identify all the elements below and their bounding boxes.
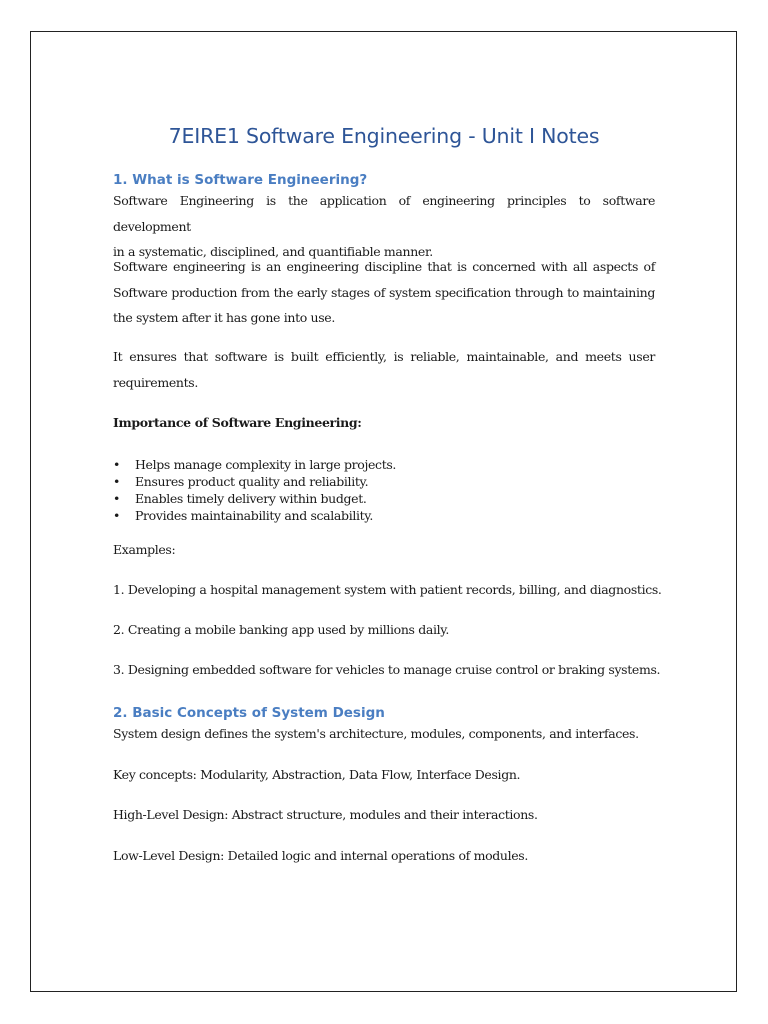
key-concepts-line: Key concepts: Modularity, Abstraction, Data Flow, Interface Design. (113, 767, 521, 782)
example-item: 3. Designing embedded software for vehicles to manage cruise control or braking systems. (113, 662, 661, 677)
example-item: 2. Creating a mobile banking app used by millions daily. (113, 622, 449, 637)
bullet-icon: • (113, 474, 121, 489)
paragraph-line: Software production from the early stages of system specification through to maintaining (113, 284, 655, 300)
low-level-design-line: Low-Level Design: Detailed logic and internal operations of modules. (113, 848, 528, 863)
importance-list (113, 456, 396, 524)
list-item-text: Ensures product quality and reliability. (135, 474, 369, 489)
list-item (113, 507, 396, 524)
paragraph-line: requirements. (113, 374, 198, 390)
example-item: 1. Developing a hospital management system with patient records, billing, and diagnostics. (113, 582, 662, 597)
paragraph-line: Software Engineering is the application of engineering principles to software development (113, 193, 655, 234)
paragraph-discipline (113, 254, 655, 331)
document-title: 7EIRE1 Software Engineering - Unit I Notes (168, 124, 600, 148)
paragraph-line: Software engineering is an engineering discipline that is concerned with all aspects of (113, 259, 655, 274)
paragraph-line: the system after it has gone into use. (113, 310, 335, 325)
list-item-text: Helps manage complexity in large projects. (135, 457, 397, 472)
list-item (113, 473, 396, 490)
paragraph-line: in a systematic, disciplined, and quantifiable manner. (113, 244, 433, 259)
importance-heading: Importance of Software Engineering: (113, 415, 362, 430)
system-design-definition: System design defines the system's architecture, modules, components, and interfaces. (113, 726, 639, 741)
section-2-heading: 2. Basic Concepts of System Design (113, 705, 385, 721)
paragraph-line: It ensures that software is built efficiently, is reliable, maintainable, and meets user (113, 349, 655, 364)
list-item (113, 456, 396, 473)
list-item-text: Provides maintainability and scalability. (135, 508, 373, 523)
bullet-icon: • (113, 457, 121, 472)
list-item (113, 490, 396, 507)
bullet-icon: • (113, 491, 121, 506)
high-level-design-line: High-Level Design: Abstract structure, modules and their interactions. (113, 807, 538, 822)
section-1-heading: 1. What is Software Engineering? (113, 172, 368, 188)
examples-label: Examples: (113, 542, 176, 557)
bullet-icon: • (113, 508, 121, 523)
paragraph-ensures (113, 344, 655, 395)
list-item-text: Enables timely delivery within budget. (135, 491, 367, 506)
